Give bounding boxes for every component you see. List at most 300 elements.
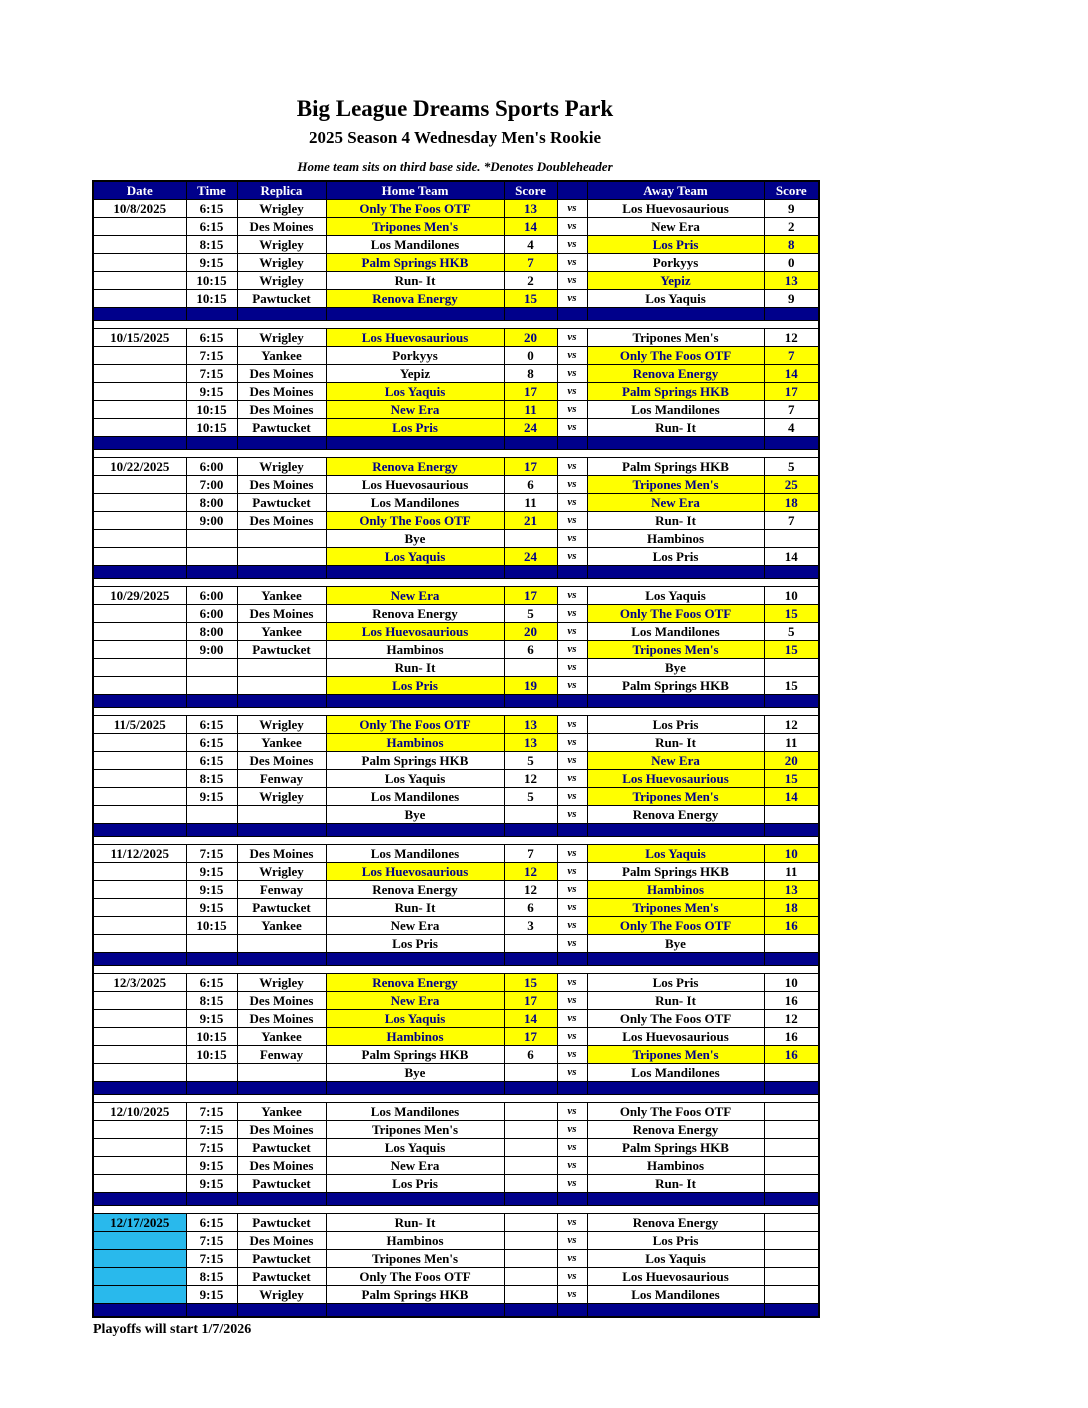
away-score-cell: 11 (764, 863, 819, 881)
game-row (93, 1028, 819, 1046)
separator-cell (186, 953, 237, 966)
time-cell: 9:15 (186, 1010, 237, 1028)
separator-cell (93, 1304, 186, 1318)
home-team-cell: Bye (326, 530, 504, 548)
away-team-cell: Los Mandilones (587, 623, 764, 641)
date-cell (93, 290, 186, 308)
section-separator-row (93, 1304, 819, 1318)
game-row (93, 1157, 819, 1175)
home-team-cell: Palm Springs HKB (326, 1286, 504, 1304)
time-cell: 8:00 (186, 623, 237, 641)
home-team-cell: Tripones Men's (326, 1121, 504, 1139)
date-cell (93, 1010, 186, 1028)
date-cell (93, 272, 186, 290)
away-team-cell: Run- It (587, 992, 764, 1010)
season-subtitle: 2025 Season 4 Wednesday Men's Rookie (308, 128, 602, 148)
section-gap-row (93, 1095, 819, 1103)
vs-cell: vs (557, 1010, 587, 1028)
date-cell (93, 530, 186, 548)
away-score-cell: 10 (764, 845, 819, 863)
home-team-cell: Hambinos (326, 1028, 504, 1046)
away-score-cell: 16 (764, 1028, 819, 1046)
gap-cell (93, 966, 819, 974)
home-team-cell: Renova Energy (326, 458, 504, 476)
date-cell (93, 659, 186, 677)
away-score-cell: 14 (764, 548, 819, 566)
game-row (93, 272, 819, 290)
separator-cell (504, 695, 557, 708)
separator-cell (587, 1304, 764, 1318)
time-cell: 9:00 (186, 641, 237, 659)
away-team-cell: Tripones Men's (587, 788, 764, 806)
game-row (93, 1139, 819, 1157)
separator-cell (504, 1193, 557, 1206)
replica-cell: Fenway (237, 881, 326, 899)
away-team-cell: Run- It (587, 734, 764, 752)
away-score-cell: 2 (764, 218, 819, 236)
date-cell (93, 641, 186, 659)
gap-cell (93, 837, 819, 845)
away-score-cell: 10 (764, 587, 819, 605)
date-cell (93, 770, 186, 788)
game-row (93, 845, 819, 863)
away-score-cell (764, 659, 819, 677)
away-team-cell: Los Pris (587, 716, 764, 734)
time-cell: 10:15 (186, 1046, 237, 1064)
time-cell: 6:00 (186, 458, 237, 476)
home-team-cell: Los Mandilones (326, 1103, 504, 1121)
away-score-cell (764, 1157, 819, 1175)
home-score-cell: 13 (504, 716, 557, 734)
home-team-cell: Los Yaquis (326, 1139, 504, 1157)
vs-cell: vs (557, 659, 587, 677)
replica-cell: Wrigley (237, 272, 326, 290)
separator-cell (557, 437, 587, 450)
away-score-cell: 11 (764, 734, 819, 752)
separator-cell (186, 695, 237, 708)
home-team-cell: Renova Energy (326, 974, 504, 992)
vs-cell: vs (557, 218, 587, 236)
separator-cell (764, 824, 819, 837)
separator-cell (587, 308, 764, 321)
section-gap-row (93, 708, 819, 716)
home-team-cell: Los Huevosaurious (326, 476, 504, 494)
game-row (93, 218, 819, 236)
game-row (93, 917, 819, 935)
away-score-cell: 15 (764, 770, 819, 788)
date-cell (93, 1175, 186, 1193)
away-score-cell: 25 (764, 476, 819, 494)
game-row (93, 419, 819, 437)
replica-cell: Wrigley (237, 716, 326, 734)
vs-cell: vs (557, 365, 587, 383)
away-team-cell: Renova Energy (587, 1214, 764, 1232)
date-cell: 12/10/2025 (93, 1103, 186, 1121)
vs-cell: vs (557, 935, 587, 953)
time-cell: 10:15 (186, 290, 237, 308)
replica-cell: Pawtucket (237, 494, 326, 512)
away-team-cell: Los Huevosaurious (587, 1268, 764, 1286)
replica-cell (237, 806, 326, 824)
time-cell: 9:15 (186, 1286, 237, 1304)
gap-cell (93, 321, 819, 329)
replica-cell: Yankee (237, 1103, 326, 1121)
separator-cell (504, 566, 557, 579)
table-header-row (93, 181, 819, 200)
section-gap-row (93, 966, 819, 974)
vs-cell: vs (557, 605, 587, 623)
away-score-cell (764, 1139, 819, 1157)
vs-cell: vs (557, 1064, 587, 1082)
replica-cell: Pawtucket (237, 899, 326, 917)
section-separator-row (93, 566, 819, 579)
away-score-cell: 16 (764, 992, 819, 1010)
separator-cell (557, 953, 587, 966)
date-cell (93, 1064, 186, 1082)
away-team-cell: Only The Foos OTF (587, 1103, 764, 1121)
date-cell (93, 548, 186, 566)
away-score-cell: 15 (764, 641, 819, 659)
section-separator-row (93, 1193, 819, 1206)
home-score-cell: 4 (504, 236, 557, 254)
date-cell (93, 935, 186, 953)
vs-cell: vs (557, 845, 587, 863)
game-row (93, 770, 819, 788)
date-cell (93, 383, 186, 401)
home-score-cell: 6 (504, 1046, 557, 1064)
away-score-cell: 13 (764, 272, 819, 290)
away-team-cell: Run- It (587, 1175, 764, 1193)
separator-cell (326, 824, 504, 837)
time-cell: 9:15 (186, 383, 237, 401)
replica-cell: Des Moines (237, 1157, 326, 1175)
replica-cell: Wrigley (237, 788, 326, 806)
time-cell: 8:15 (186, 770, 237, 788)
vs-cell: vs (557, 254, 587, 272)
away-team-cell: Only The Foos OTF (587, 1010, 764, 1028)
date-cell (93, 365, 186, 383)
home-team-cell: New Era (326, 992, 504, 1010)
game-row (93, 623, 819, 641)
replica-cell: Wrigley (237, 974, 326, 992)
home-team-cell: Los Yaquis (326, 1010, 504, 1028)
section-gap-row (93, 579, 819, 587)
section-separator-row (93, 1082, 819, 1095)
separator-cell (587, 824, 764, 837)
time-cell: 10:15 (186, 1028, 237, 1046)
separator-cell (587, 1082, 764, 1095)
time-cell: 7:15 (186, 347, 237, 365)
away-score-cell: 13 (764, 881, 819, 899)
separator-cell (237, 953, 326, 966)
home-score-cell: 7 (504, 254, 557, 272)
separator-cell (504, 824, 557, 837)
date-cell (93, 863, 186, 881)
home-score-cell: 3 (504, 917, 557, 935)
replica-cell: Des Moines (237, 992, 326, 1010)
vs-cell: vs (557, 512, 587, 530)
home-score-cell: 15 (504, 974, 557, 992)
separator-cell (587, 566, 764, 579)
away-score-cell: 16 (764, 1046, 819, 1064)
vs-cell: vs (557, 272, 587, 290)
time-cell (186, 659, 237, 677)
home-team-cell: Palm Springs HKB (326, 752, 504, 770)
away-team-cell: Palm Springs HKB (587, 677, 764, 695)
replica-cell (237, 548, 326, 566)
vs-cell: vs (557, 1046, 587, 1064)
vs-cell: vs (557, 587, 587, 605)
gap-cell (93, 1206, 819, 1214)
game-row (93, 881, 819, 899)
time-cell: 9:15 (186, 863, 237, 881)
home-score-cell (504, 1250, 557, 1268)
separator-cell (237, 1193, 326, 1206)
vs-cell: vs (557, 1214, 587, 1232)
time-cell: 8:15 (186, 992, 237, 1010)
game-row (93, 1064, 819, 1082)
time-cell: 9:00 (186, 512, 237, 530)
separator-cell (186, 1193, 237, 1206)
date-cell (93, 1121, 186, 1139)
vs-cell: vs (557, 1157, 587, 1175)
col-header-vs (557, 181, 587, 200)
date-cell (93, 677, 186, 695)
replica-cell: Des Moines (237, 752, 326, 770)
replica-cell: Wrigley (237, 254, 326, 272)
home-score-cell (504, 1121, 557, 1139)
away-score-cell: 9 (764, 200, 819, 218)
game-row (93, 347, 819, 365)
game-row (93, 863, 819, 881)
separator-cell (237, 566, 326, 579)
date-cell (93, 254, 186, 272)
time-cell: 6:15 (186, 329, 237, 347)
date-cell: 10/15/2025 (93, 329, 186, 347)
home-score-cell: 21 (504, 512, 557, 530)
home-team-cell: Los Pris (326, 1175, 504, 1193)
date-cell (93, 1046, 186, 1064)
time-cell (186, 548, 237, 566)
vs-cell: vs (557, 1232, 587, 1250)
away-team-cell: Renova Energy (587, 365, 764, 383)
replica-cell: Yankee (237, 734, 326, 752)
separator-cell (764, 308, 819, 321)
section-gap-row (93, 321, 819, 329)
replica-cell: Wrigley (237, 863, 326, 881)
separator-cell (186, 1304, 237, 1318)
date-cell (93, 347, 186, 365)
replica-cell: Pawtucket (237, 1214, 326, 1232)
away-score-cell (764, 1250, 819, 1268)
separator-cell (93, 566, 186, 579)
home-score-cell (504, 935, 557, 953)
away-team-cell: Bye (587, 659, 764, 677)
away-score-cell (764, 1268, 819, 1286)
section-separator-row (93, 953, 819, 966)
home-score-cell: 11 (504, 494, 557, 512)
game-row (93, 401, 819, 419)
home-score-cell: 0 (504, 347, 557, 365)
replica-cell: Wrigley (237, 236, 326, 254)
away-score-cell: 15 (764, 677, 819, 695)
replica-cell: Des Moines (237, 218, 326, 236)
away-team-cell: Only The Foos OTF (587, 917, 764, 935)
replica-cell: Yankee (237, 917, 326, 935)
home-score-cell (504, 1286, 557, 1304)
separator-cell (504, 308, 557, 321)
section-separator-row (93, 824, 819, 837)
home-score-cell: 2 (504, 272, 557, 290)
vs-cell: vs (557, 1028, 587, 1046)
game-row (93, 734, 819, 752)
away-score-cell: 7 (764, 401, 819, 419)
time-cell (186, 806, 237, 824)
home-team-cell: Los Yaquis (326, 383, 504, 401)
vs-cell: vs (557, 290, 587, 308)
home-score-cell: 14 (504, 218, 557, 236)
vs-cell: vs (557, 716, 587, 734)
date-cell (93, 401, 186, 419)
time-cell: 7:15 (186, 1250, 237, 1268)
game-row (93, 494, 819, 512)
replica-cell: Des Moines (237, 605, 326, 623)
home-score-cell: 15 (504, 290, 557, 308)
title-block (92, 96, 818, 174)
section-separator-row (93, 695, 819, 708)
time-cell: 8:15 (186, 236, 237, 254)
replica-cell: Des Moines (237, 365, 326, 383)
date-cell: 11/12/2025 (93, 845, 186, 863)
home-score-cell: 17 (504, 383, 557, 401)
game-row (93, 641, 819, 659)
vs-cell: vs (557, 419, 587, 437)
away-score-cell (764, 530, 819, 548)
separator-cell (326, 1082, 504, 1095)
time-cell: 6:00 (186, 587, 237, 605)
game-row (93, 605, 819, 623)
home-score-cell: 12 (504, 770, 557, 788)
game-row (93, 512, 819, 530)
away-team-cell: Only The Foos OTF (587, 605, 764, 623)
replica-cell: Pawtucket (237, 1139, 326, 1157)
away-score-cell (764, 1121, 819, 1139)
vs-cell: vs (557, 1250, 587, 1268)
away-team-cell: Los Huevosaurious (587, 770, 764, 788)
home-team-cell: Los Pris (326, 677, 504, 695)
date-cell (93, 512, 186, 530)
time-cell: 9:15 (186, 788, 237, 806)
replica-cell: Des Moines (237, 1010, 326, 1028)
vs-cell: vs (557, 200, 587, 218)
game-row (93, 974, 819, 992)
vs-cell: vs (557, 863, 587, 881)
away-team-cell: Palm Springs HKB (587, 383, 764, 401)
time-cell: 9:15 (186, 1175, 237, 1193)
time-cell: 6:15 (186, 974, 237, 992)
home-score-cell (504, 1268, 557, 1286)
home-team-cell: Los Yaquis (326, 770, 504, 788)
section-gap-row (93, 450, 819, 458)
away-team-cell: Tripones Men's (587, 641, 764, 659)
game-row (93, 1121, 819, 1139)
home-team-cell: Only The Foos OTF (326, 1268, 504, 1286)
game-row (93, 992, 819, 1010)
separator-cell (764, 1304, 819, 1318)
separator-cell (764, 953, 819, 966)
home-score-cell: 12 (504, 881, 557, 899)
time-cell: 9:15 (186, 1157, 237, 1175)
away-team-cell: New Era (587, 752, 764, 770)
home-score-cell: 20 (504, 623, 557, 641)
vs-cell: vs (557, 917, 587, 935)
away-score-cell: 4 (764, 419, 819, 437)
home-team-cell: Hambinos (326, 641, 504, 659)
date-cell: 11/5/2025 (93, 716, 186, 734)
playoffs-note: Playoffs will start 1/7/2026 (93, 1322, 252, 1338)
separator-cell (186, 1082, 237, 1095)
replica-cell (237, 659, 326, 677)
date-cell (93, 734, 186, 752)
vs-cell: vs (557, 677, 587, 695)
home-score-cell: 13 (504, 200, 557, 218)
replica-cell: Pawtucket (237, 290, 326, 308)
away-score-cell: 0 (764, 254, 819, 272)
home-team-cell: Los Yaquis (326, 548, 504, 566)
home-score-cell: 7 (504, 845, 557, 863)
game-row (93, 1175, 819, 1193)
vs-cell: vs (557, 236, 587, 254)
date-cell (93, 1232, 186, 1250)
replica-cell: Des Moines (237, 476, 326, 494)
replica-cell: Wrigley (237, 458, 326, 476)
home-score-cell (504, 1232, 557, 1250)
vs-cell: vs (557, 770, 587, 788)
away-score-cell: 12 (764, 716, 819, 734)
separator-cell (557, 1082, 587, 1095)
game-row (93, 1103, 819, 1121)
game-row (93, 677, 819, 695)
away-score-cell: 17 (764, 383, 819, 401)
game-row (93, 1046, 819, 1064)
date-cell (93, 1139, 186, 1157)
home-score-cell: 6 (504, 476, 557, 494)
away-team-cell: Los Pris (587, 236, 764, 254)
game-row (93, 290, 819, 308)
replica-cell: Fenway (237, 770, 326, 788)
date-cell (93, 881, 186, 899)
replica-cell (237, 677, 326, 695)
separator-cell (326, 1304, 504, 1318)
replica-cell (237, 1064, 326, 1082)
game-row (93, 1250, 819, 1268)
away-score-cell: 5 (764, 623, 819, 641)
home-score-cell: 5 (504, 788, 557, 806)
separator-cell (557, 824, 587, 837)
game-row (93, 935, 819, 953)
time-cell: 9:15 (186, 899, 237, 917)
home-score-cell (504, 1214, 557, 1232)
home-score-cell: 8 (504, 365, 557, 383)
replica-cell: Des Moines (237, 401, 326, 419)
away-team-cell: Only The Foos OTF (587, 347, 764, 365)
time-cell: 7:15 (186, 845, 237, 863)
separator-cell (557, 308, 587, 321)
vs-cell: vs (557, 734, 587, 752)
game-row (93, 1010, 819, 1028)
time-cell: 7:15 (186, 365, 237, 383)
separator-cell (587, 695, 764, 708)
